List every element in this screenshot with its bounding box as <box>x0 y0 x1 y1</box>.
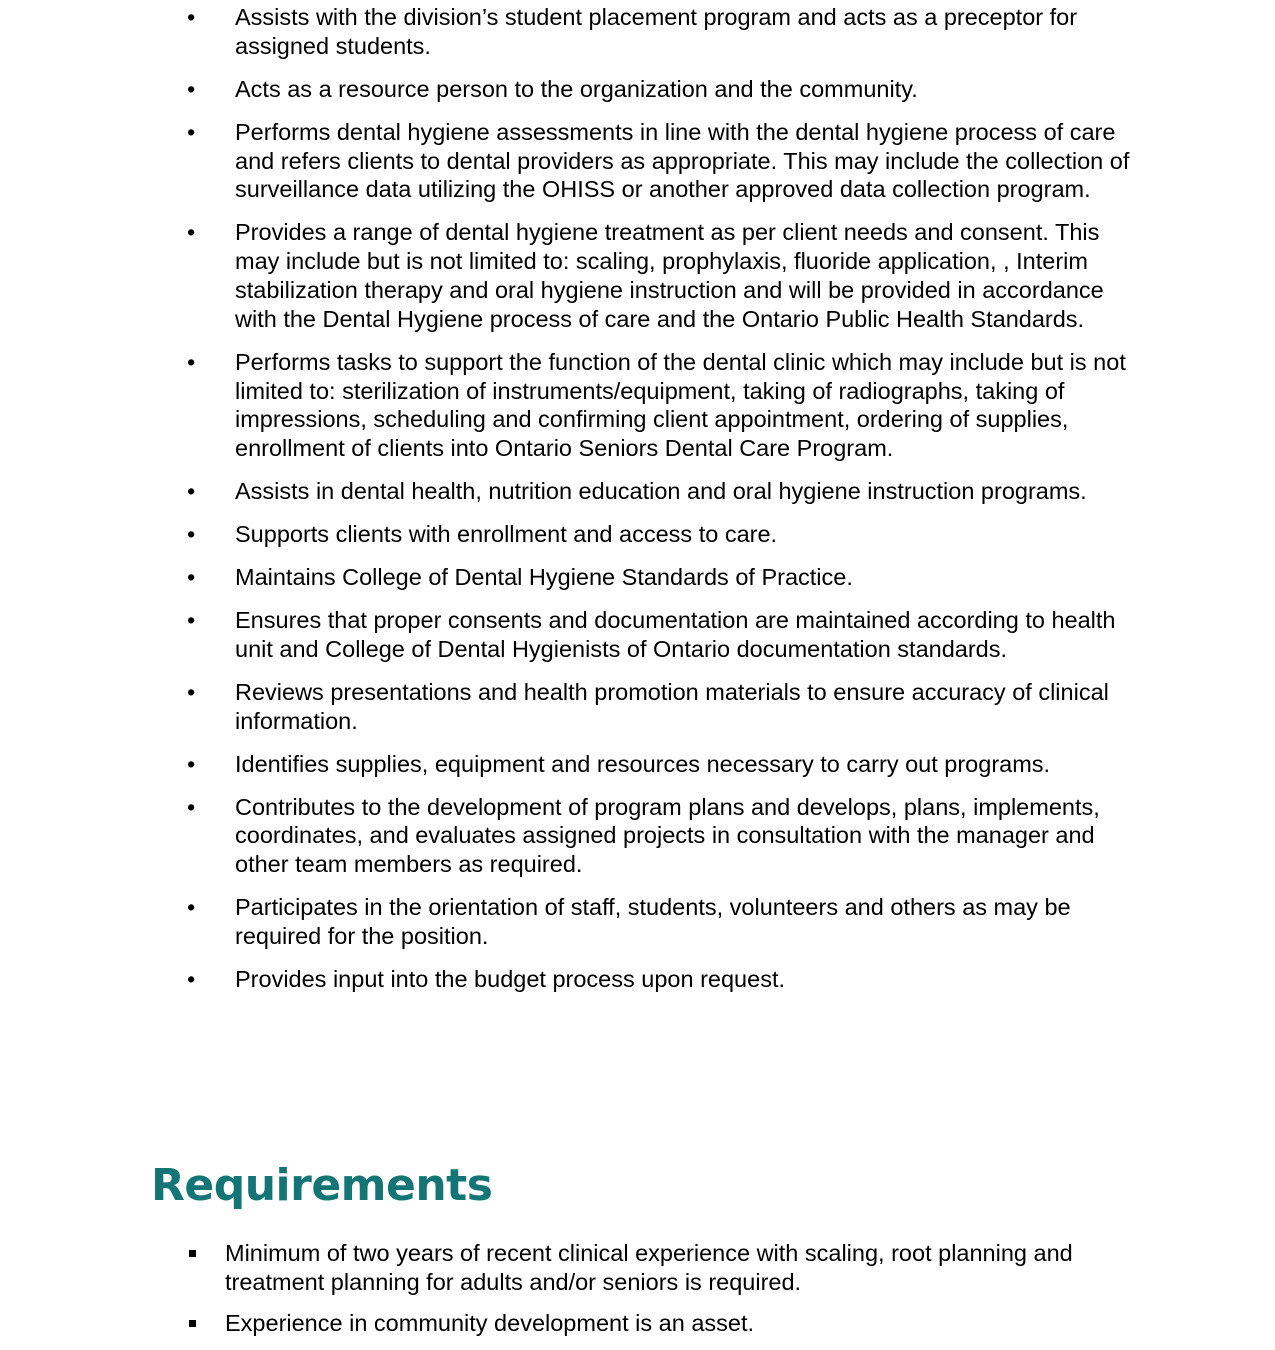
bullet-icon: • <box>187 118 196 145</box>
duty-text: Maintains College of Dental Hygiene Standards of Practice. <box>235 564 853 591</box>
duty-item <box>0 793 1130 879</box>
requirements-list <box>0 1239 1275 1350</box>
requirements-heading: Requirements <box>151 1160 493 1211</box>
duty-item <box>0 477 1130 506</box>
duty-item <box>0 678 1130 736</box>
bullet-icon: • <box>187 4 196 30</box>
duty-item <box>0 750 1130 779</box>
duty-item <box>0 965 1130 994</box>
requirement-text: Minimum of two years of recent clinical experience with scaling, root planning and treatment planning for adults and/or seniors is required. <box>225 1240 1073 1295</box>
duty-text: Identifies supplies, equipment and resources necessary to carry out programs. <box>235 750 1051 777</box>
duty-text: Performs dental hygiene assessments in line with the dental hygiene process of care and refers clients to dental providers as appropriate. This may include the collection of surveillance data utilizing the OHISS or another approved data collection program. <box>235 118 1130 203</box>
requirement-text: Experience in community development is an asset. <box>225 1309 755 1336</box>
bullet-icon: • <box>187 478 196 505</box>
duty-item <box>0 218 1130 333</box>
duty-item <box>0 520 1130 549</box>
square-bullet-icon <box>189 1320 196 1327</box>
bullet-icon: • <box>187 965 196 992</box>
duty-item <box>0 118 1130 204</box>
bullet-icon: • <box>187 750 196 777</box>
duties-list <box>0 3 1275 1008</box>
duty-text: Assists with the division’s student placement program and acts as a preceptor for assigned students. <box>235 4 1078 59</box>
duty-text: Ensures that proper consents and documentation are maintained according to health unit and College of Dental Hygienists of Ontario documentation standards. <box>235 607 1116 662</box>
bullet-icon: • <box>187 894 196 921</box>
duty-text: Participates in the orientation of staff, students, volunteers and others as may be required for the position. <box>235 894 1071 949</box>
duty-text: Provides input into the budget process upon request. <box>235 965 786 992</box>
duty-item <box>0 3 1130 61</box>
requirement-item <box>0 1239 1130 1297</box>
duty-item <box>0 348 1130 463</box>
duty-text: Contributes to the development of program plans and develops, plans, implements, coordinates, and evaluates assigned projects in consultation with the manager and other team members as required. <box>235 793 1100 878</box>
square-bullet-icon <box>189 1250 196 1257</box>
duty-item <box>0 893 1130 951</box>
bullet-icon: • <box>187 348 196 375</box>
bullet-icon: • <box>187 564 196 591</box>
bullet-icon: • <box>187 607 196 634</box>
duty-text: Provides a range of dental hygiene treatment as per client needs and consent. This may include but is not limited to: scaling, prophylaxis, fluoride application, , Interim stabilization therapy and oral hygiene instruction and will be provided in accordance with the Dental Hygiene process of care and the Ontario Public Health Standards. <box>235 219 1104 332</box>
duty-text: Reviews presentations and health promotion materials to ensure accuracy of clinical information. <box>235 678 1109 734</box>
duty-text: Acts as a resource person to the organization and the community. <box>235 75 918 102</box>
requirement-item <box>0 1309 1130 1338</box>
bullet-icon: • <box>187 219 196 246</box>
bullet-icon: • <box>187 793 196 820</box>
duty-text: Performs tasks to support the function of the dental clinic which may include but is not limited to: sterilization of instruments/equipment, taking of radiographs, taking of impressions, scheduling and confirming client appointment, ordering of supplies, enrollment of clients into Ontario Seniors Dental Care Program. <box>235 348 1126 462</box>
duty-item <box>0 75 1130 104</box>
duty-item <box>0 606 1130 664</box>
duty-item <box>0 563 1130 592</box>
bullet-icon: • <box>187 75 196 102</box>
duty-text: Assists in dental health, nutrition education and oral hygiene instruction programs. <box>235 478 1087 505</box>
bullet-icon: • <box>187 678 196 705</box>
duty-text: Supports clients with enrollment and access to care. <box>235 521 778 548</box>
bullet-icon: • <box>187 521 196 548</box>
